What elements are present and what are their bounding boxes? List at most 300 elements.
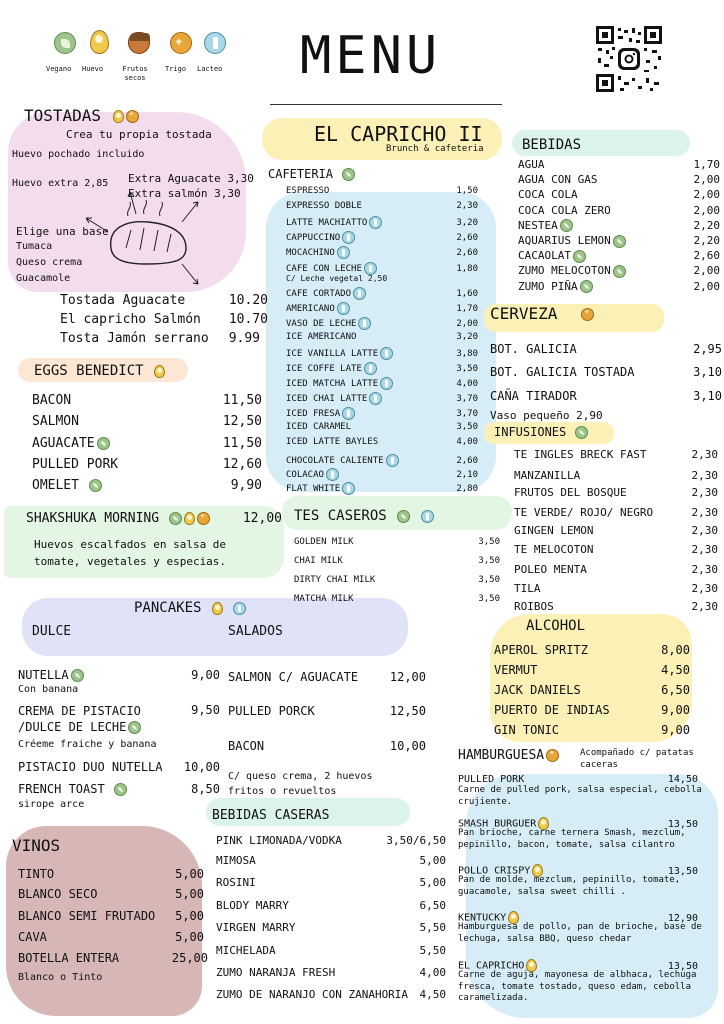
item-name-text: EL CAPRICHO xyxy=(458,960,525,972)
pancakes-title xyxy=(134,600,246,616)
item-price: 5,00 xyxy=(175,887,204,901)
item-price: 4,50 xyxy=(661,663,690,677)
item-name-text: ICED LATTE BAYLES xyxy=(286,437,379,447)
item-name xyxy=(216,921,295,934)
item-name-text: CHOCOLATE CALIENTE xyxy=(286,456,384,466)
item-name xyxy=(286,407,355,420)
item-price: 13,50 xyxy=(667,865,698,877)
eggs-title xyxy=(34,363,165,379)
item-price: 3,20 xyxy=(456,218,478,228)
bebidas-title: BEBIDAS xyxy=(522,137,582,153)
legend xyxy=(44,30,244,90)
bebidas-caseras-item xyxy=(216,854,446,867)
tes-item xyxy=(294,575,500,585)
cerveza-title xyxy=(490,304,594,323)
item-name xyxy=(216,834,342,847)
item-name xyxy=(494,683,581,697)
item-name xyxy=(518,173,597,186)
milk-icon xyxy=(337,302,350,315)
item-name-text: ICED FRESA xyxy=(286,409,341,419)
item-name: TINTO xyxy=(18,867,55,881)
legend-trigo xyxy=(168,32,192,54)
hamburguesa-note: Acompañado c/ patatas caceras xyxy=(580,748,694,770)
item-name xyxy=(286,392,382,405)
nut-icon xyxy=(128,32,150,54)
bebidas-item xyxy=(518,188,720,201)
item-name-text: SMASH BURGUER xyxy=(458,818,537,830)
cafeteria-item xyxy=(286,454,478,467)
item-price: 2,30 xyxy=(691,486,718,499)
leaf-icon xyxy=(397,510,410,523)
item-price: 2,00 xyxy=(693,203,720,217)
pancake-savory-item xyxy=(228,739,426,753)
item-name-text: PULLED PORK xyxy=(458,774,525,785)
item-price: 3,10 xyxy=(693,389,722,403)
item-name-text: ZUMO DE NARANJO CON ZANAHORIA xyxy=(216,988,409,1001)
milk-icon xyxy=(342,231,355,244)
wheat-icon xyxy=(170,32,192,54)
item-name-text: MANZANILLA xyxy=(514,469,581,482)
qr-code-icon[interactable] xyxy=(596,26,662,92)
alcohol-item xyxy=(494,663,690,677)
bebidas-caseras-item xyxy=(216,944,446,957)
item-price: 10.70 xyxy=(228,312,268,327)
item-price: 5,00 xyxy=(175,930,204,944)
item-name-text: FRUTOS DEL BOSQUE xyxy=(514,486,627,499)
item-price: 12,50 xyxy=(389,704,426,718)
item-name xyxy=(518,249,586,263)
cafeteria-item xyxy=(286,332,478,342)
legend-lacteo-label: Lacteo xyxy=(197,65,223,73)
item-name xyxy=(294,575,375,585)
pancakes-salados-label: SALADOS xyxy=(228,624,283,639)
leaf-icon xyxy=(114,783,127,796)
item-price: 8,50 xyxy=(191,782,220,796)
item-name xyxy=(286,332,356,342)
leaf-icon xyxy=(580,280,593,293)
milk-icon xyxy=(353,287,366,300)
item-price: 2,00 xyxy=(456,319,478,329)
hamburguesa-item xyxy=(458,774,698,785)
infusiones-item xyxy=(514,469,718,482)
leaf-icon xyxy=(97,437,110,450)
title-underline xyxy=(270,104,502,105)
item-name-text: ESPRESSO xyxy=(286,186,330,196)
milk-icon xyxy=(337,246,350,259)
item-name-text: TE MELOCOTON xyxy=(514,543,594,556)
item-name-text: ZUMO NARANJA FRESH xyxy=(216,966,336,979)
item-name xyxy=(286,186,329,196)
item-price: 2,30 xyxy=(691,469,718,482)
cafeteria-item xyxy=(286,231,478,244)
item-name-text: ICED MATCHA LATTE xyxy=(286,379,379,389)
item-name-text: ZUMO MELOCOTON xyxy=(518,264,611,278)
wheat-icon xyxy=(581,308,594,321)
item-name xyxy=(286,231,355,244)
item-name-text: MOCACHINO xyxy=(286,248,335,258)
cerveza-item xyxy=(490,389,722,403)
item-price: 2,30 xyxy=(691,600,718,613)
item-name: SALMON xyxy=(32,414,79,429)
item-name xyxy=(514,524,593,537)
item-name xyxy=(286,437,378,447)
item-price: 1,80 xyxy=(456,264,478,274)
item-price: 4,00 xyxy=(456,437,478,447)
item-price: 3,50/6,50 xyxy=(386,834,446,847)
item-name: PULLED PORK xyxy=(32,457,119,472)
wheat-icon xyxy=(546,749,559,762)
item-price: 1,50 xyxy=(456,186,478,196)
item-name-text: CAFE CORTADO xyxy=(286,289,352,299)
leaf-icon xyxy=(560,219,573,232)
item-name: Tosta Jamón serrano xyxy=(60,331,209,346)
cafeteria-item xyxy=(286,407,478,420)
item-price: 4,00 xyxy=(456,379,478,389)
item-name xyxy=(216,944,276,957)
legend-frutos xyxy=(126,32,150,54)
item-price: 10.20 xyxy=(228,293,268,308)
item-name-text: OMELET xyxy=(32,478,79,493)
item-price: 2,95 xyxy=(693,342,722,356)
tostadas-base-1: Tumaca xyxy=(16,241,53,252)
leaf-icon xyxy=(342,168,355,181)
cafeteria-item xyxy=(286,317,478,330)
item-price: 13,50 xyxy=(667,818,698,830)
item-name xyxy=(286,454,399,467)
cafeteria-leche-vegetal: C/ Leche vegetal 2,50 xyxy=(286,274,388,283)
item-name-text: GINGEN LEMON xyxy=(514,524,594,537)
bebidas-item xyxy=(518,158,720,171)
item-price: 1,70 xyxy=(456,304,478,314)
item-name xyxy=(518,280,593,294)
item-price: 10,00 xyxy=(389,739,426,753)
shakshuka-title: SHAKSHUKA MORNING xyxy=(26,511,160,526)
item-price: 1,70 xyxy=(693,158,720,171)
item-price: 10,00 xyxy=(183,760,220,774)
item-description: Pan de molde, mezclum, pepinillo, tomate, guacamole, salsa sweet chilli . xyxy=(458,875,681,897)
cafeteria-item xyxy=(286,287,478,300)
egg-icon xyxy=(90,30,109,54)
bebidas-item xyxy=(518,219,720,233)
cafeteria-item xyxy=(286,362,478,375)
item-name-text: ROIBOS xyxy=(514,600,554,613)
item-price: 3,10 xyxy=(693,365,722,379)
cafeteria-item xyxy=(286,201,478,211)
tostadas-base-title: Elige una base xyxy=(16,225,109,238)
item-name xyxy=(518,158,545,171)
milk-icon xyxy=(380,347,393,360)
item-price: 3,50 xyxy=(456,422,478,432)
item-name: BOT. GALICIA TOSTADA xyxy=(490,365,635,379)
tostadas-extra-huevo: Huevo extra 2,85 xyxy=(12,178,109,189)
milk-icon xyxy=(380,377,393,390)
item-price: 3,70 xyxy=(456,409,478,419)
cafeteria-item xyxy=(286,392,478,405)
eggs-title-text: EGGS BENEDICT xyxy=(34,363,144,379)
eggs-item xyxy=(32,457,262,472)
item-name xyxy=(286,216,382,229)
cafeteria-item xyxy=(286,377,478,390)
item-name-text: MATCHA MILK xyxy=(294,594,354,604)
tostadas-base-3: Guacamole xyxy=(16,273,71,284)
tostada-item xyxy=(60,293,268,308)
infusiones-item xyxy=(514,600,718,613)
item-price: 12,00 xyxy=(389,670,426,684)
brand-subtitle: Brunch & cafeteria xyxy=(386,144,484,154)
alcohol-title: ALCOHOL xyxy=(526,618,586,634)
item-name: PISTACIO DUO NUTELLA xyxy=(18,760,163,774)
bebidas-item xyxy=(518,280,720,294)
item-price: 12,00 xyxy=(242,511,282,526)
item-price: 5,00 xyxy=(419,876,446,889)
item-name xyxy=(286,377,393,390)
item-price: 14,50 xyxy=(667,774,698,785)
item-name xyxy=(286,362,377,375)
item-name-text: APEROL SPRITZ xyxy=(494,643,588,657)
item-name: BOTELLA ENTERA xyxy=(18,951,120,965)
vinos-item xyxy=(18,867,204,881)
item-name-text: JACK DANIELS xyxy=(494,683,581,697)
item-name-text: VIRGEN MARRY xyxy=(216,921,296,934)
item-name-text: CHAI MILK xyxy=(294,556,343,566)
item-name: SALMON C/ AGUACATE xyxy=(228,670,359,684)
vinos-note: Blanco o Tinto xyxy=(18,972,103,983)
item-price: 8,00 xyxy=(661,643,690,657)
item-name xyxy=(286,302,350,315)
item-name xyxy=(18,782,127,796)
item-price: 6,50 xyxy=(661,683,690,697)
item-name-text: ROSINI xyxy=(216,876,256,889)
milk-icon xyxy=(369,392,382,405)
cafeteria-item xyxy=(286,437,478,447)
item-price: 2,60 xyxy=(456,233,478,243)
item-name xyxy=(286,287,366,300)
item-name xyxy=(32,478,102,493)
item-price: 3,80 xyxy=(456,349,478,359)
item-price: 2,60 xyxy=(456,248,478,258)
item-description: Carne de aguja, mayonesa de albhaca, lechuga fresca, tomate tostado, queso edam, cebolla caramelizada. xyxy=(458,970,697,1003)
pancake-savory-note: C/ queso crema, 2 huevos fritos o revueltos xyxy=(228,771,373,797)
vinos-item xyxy=(18,951,208,965)
item-price: 6,50 xyxy=(419,899,446,912)
item-name: Tostada Aguacate xyxy=(60,293,186,308)
bread-illustration-icon xyxy=(86,188,216,288)
hamburguesa-title xyxy=(458,748,559,763)
item-name-text: BLODY MARRY xyxy=(216,899,289,912)
item-price: 2,30 xyxy=(691,448,718,461)
vinos-item xyxy=(18,930,204,944)
item-price: 2,20 xyxy=(693,218,720,232)
infusiones-title xyxy=(494,425,588,439)
item-name: BACON xyxy=(32,393,72,408)
leaf-icon xyxy=(573,250,586,263)
milk-icon xyxy=(204,32,226,54)
item-name xyxy=(514,600,554,613)
item-name: BLANCO SEMI FRUTADO xyxy=(18,909,156,923)
item-price: 9,00 xyxy=(661,703,690,717)
item-name xyxy=(286,246,350,259)
item-name-text: TILA xyxy=(514,582,541,595)
cafeteria-item xyxy=(286,216,478,229)
item-name-text: TE INGLES BRECK FAST xyxy=(514,448,647,461)
item-price: 12,50 xyxy=(222,414,262,429)
item-price: 9,00 xyxy=(661,723,690,737)
item-price: 5,50 xyxy=(419,921,446,934)
egg-icon xyxy=(212,602,223,615)
tes-item xyxy=(294,537,500,547)
eggs-item xyxy=(32,436,262,451)
item-name-text: NESTEA xyxy=(518,218,558,232)
item-name xyxy=(518,264,626,278)
leaf-icon xyxy=(128,721,141,734)
item-name-text: ICE AMERICANO xyxy=(286,332,357,342)
tostadas-title xyxy=(24,106,139,125)
item-name-text: NUTELLA xyxy=(18,668,69,682)
tostadas-extra-salmon: Extra salmón 3,30 xyxy=(128,187,241,200)
cerveza-note: Vaso pequeño 2,90 xyxy=(490,409,603,422)
item-name xyxy=(514,448,646,461)
legend-huevo xyxy=(88,30,109,54)
item-price: 3,50 xyxy=(478,594,500,604)
item-name xyxy=(294,594,354,604)
pancake-sweet-item xyxy=(18,782,220,796)
item-name-text: AGUA CON GAS xyxy=(518,173,598,187)
tes-title xyxy=(294,508,434,524)
item-name xyxy=(286,201,362,211)
alcohol-item xyxy=(494,723,690,737)
tes-title-text: TES CASEROS xyxy=(294,508,387,524)
item-name xyxy=(494,703,610,717)
item-name-text: PINK LIMONADA/VODKA xyxy=(216,834,342,847)
tostada-item xyxy=(60,312,268,327)
milk-icon xyxy=(358,317,371,330)
item-price: 2,10 xyxy=(456,470,478,480)
item-name: BACON xyxy=(228,739,265,753)
item-name xyxy=(294,556,343,566)
item-name: CAVA xyxy=(18,930,47,944)
infusiones-title-text: INFUSIONES xyxy=(494,425,567,439)
milk-icon xyxy=(386,454,399,467)
pancake-sweet-sub: Con banana xyxy=(18,684,79,695)
cafeteria-item xyxy=(286,347,478,360)
leaf-icon xyxy=(613,265,626,278)
tostadas-base-2: Queso crema xyxy=(16,257,83,268)
pancake-savory-item xyxy=(228,704,426,718)
item-price: 2,00 xyxy=(693,173,720,187)
item-name-text: AGUA xyxy=(518,158,545,171)
tostadas-intro: Crea tu propia tostada xyxy=(66,128,212,141)
cerveza-title-text: CERVEZA xyxy=(490,304,558,323)
item-name-text: LATTE MACHIATTO xyxy=(286,218,368,228)
cafeteria-title-text: CAFETERIA xyxy=(268,167,334,181)
item-name xyxy=(494,643,588,657)
item-price: 5,00 xyxy=(419,854,446,867)
cafeteria-item xyxy=(286,482,478,495)
item-description: Pan brioche, carne ternera Smash, mezclum, pepinillo, bacon, tomate, salsa cilantro xyxy=(458,828,686,850)
legend-trigo-label: Trigo xyxy=(165,65,187,73)
cafeteria-item xyxy=(286,246,478,259)
infusiones-item xyxy=(514,486,718,499)
vinos-item xyxy=(18,887,204,901)
hamburguesa-title-text: HAMBURGUESA xyxy=(458,748,545,763)
milk-icon xyxy=(369,216,382,229)
bebidas-item xyxy=(518,264,720,278)
item-name: BLANCO SECO xyxy=(18,887,98,901)
pancakes-title-text: PANCAKES xyxy=(134,600,202,616)
item-name-text: ICE VANILLA LATTE xyxy=(286,349,379,359)
milk-icon xyxy=(342,482,355,495)
pancake-sweet-sub: Créeme fraiche y banana xyxy=(18,739,157,750)
tes-item xyxy=(294,556,500,566)
item-price: 9,00 xyxy=(191,668,220,682)
pancakes-dulce-label: DULCE xyxy=(32,624,72,639)
item-name xyxy=(518,188,578,201)
egg-icon xyxy=(113,110,124,123)
item-name-text: AQUARIUS LEMON xyxy=(518,234,611,247)
legend-huevo-label: Huevo xyxy=(82,65,104,73)
item-name xyxy=(518,204,611,217)
leaf-icon xyxy=(575,426,588,439)
milk-icon xyxy=(342,407,355,420)
infusiones-item xyxy=(514,506,718,519)
item-name-text: POLLO CRISPY xyxy=(458,865,531,877)
shakshuka-header xyxy=(26,511,282,526)
item-price: 1,60 xyxy=(456,289,478,299)
eggs-item xyxy=(32,393,262,408)
item-name xyxy=(286,482,355,495)
item-name-text: COLACAO xyxy=(286,470,324,480)
leaf-icon xyxy=(89,479,102,492)
bebidas-item xyxy=(518,234,720,248)
item-price: 2,30 xyxy=(691,506,718,519)
item-name xyxy=(494,723,559,737)
tostadas-extra-aguacate: Extra Aguacate 3,30 xyxy=(128,172,254,185)
tostada-item xyxy=(60,331,260,346)
item-name-text: AGUACATE xyxy=(32,436,95,451)
egg-icon xyxy=(184,512,195,525)
pancake-savory-item xyxy=(228,670,426,684)
infusiones-item xyxy=(514,582,718,595)
item-name-text: VERMUT xyxy=(494,663,538,677)
cafeteria-title xyxy=(268,167,355,181)
item-name xyxy=(216,966,335,979)
infusiones-item xyxy=(514,543,718,556)
item-name xyxy=(216,899,289,912)
item-price: 4,00 xyxy=(419,966,446,979)
item-price: 11,50 xyxy=(222,393,262,408)
vinos-item xyxy=(18,909,204,923)
milk-icon xyxy=(364,362,377,375)
item-name xyxy=(26,511,210,526)
pancake-sweet-item xyxy=(18,668,220,682)
leaf-icon xyxy=(169,512,182,525)
cafeteria-item xyxy=(286,468,478,481)
item-price: 2,00 xyxy=(693,264,720,278)
bebidas-item xyxy=(518,249,720,263)
alcohol-item xyxy=(494,643,690,657)
item-description: Hamburguesa de pollo, pan de brioche, base de lechuga, salsa BBQ, queso chedar xyxy=(458,922,702,944)
item-price: 2,60 xyxy=(456,456,478,466)
page-title: MENU xyxy=(300,26,442,86)
item-name-text: GOLDEN MILK xyxy=(294,537,354,547)
item-price: 3,70 xyxy=(456,394,478,404)
item-name xyxy=(294,537,354,547)
item-name-text: PUERTO DE INDIAS xyxy=(494,703,610,717)
tes-item xyxy=(294,594,500,604)
item-price: 2,60 xyxy=(693,249,720,263)
eggs-item xyxy=(32,478,262,493)
item-price: 2,00 xyxy=(693,279,720,293)
